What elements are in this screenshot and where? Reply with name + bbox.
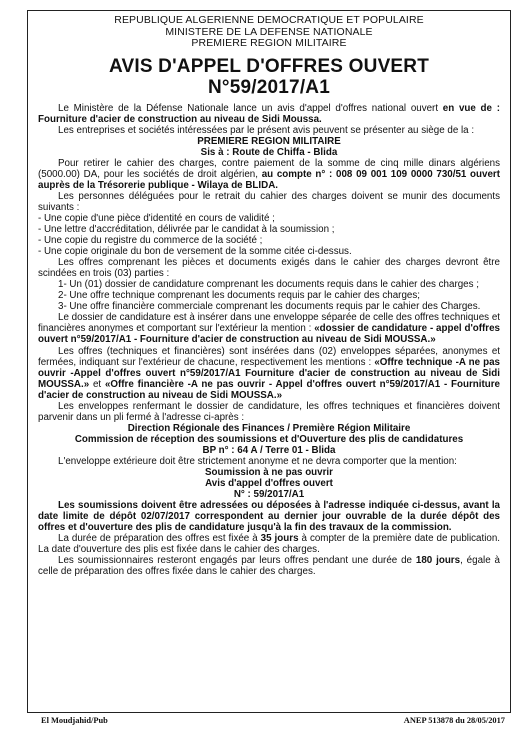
deadline-paragraph xyxy=(38,500,500,533)
validity-paragraph xyxy=(38,555,500,577)
address-direction: Direction Régionale des Finances / Première Région Militaire xyxy=(127,422,411,434)
preparation-duration: 35 jours xyxy=(260,533,299,545)
validity-text-a: Les soumissionnaires resteront engagés par leurs offres pendant une durée de xyxy=(58,555,416,567)
mention-do-not-open: Soumission à ne pas ouvrir xyxy=(205,467,333,479)
candidature-envelope-paragraph xyxy=(38,312,500,345)
part-item-technical: 2- Une offre technique comprenant les documents requis par le cahier des charges; xyxy=(58,290,420,302)
preparation-paragraph xyxy=(38,533,500,555)
footer xyxy=(27,714,511,728)
validity-duration: 180 jours xyxy=(415,555,461,567)
mention-number: N° : 59/2017/A1 xyxy=(233,489,305,501)
mention-notice: Avis d'appel d'offres ouvert xyxy=(205,478,333,490)
delegates-paragraph: Les personnes déléguées pour le retrait du cahier des charges doivent se munir des documents suivants : xyxy=(38,190,500,213)
doc-item-id: - Une copie d'une pièce d'identité en cours de validité ; xyxy=(38,212,275,224)
intro-text: Le Ministère de la Défense Nationale lance un avis d'appel d'offres national ouvert xyxy=(58,102,443,114)
address-commission: Commission de réception des soumissions et d'Ouverture des plis de candidatures xyxy=(74,433,464,445)
offers-conjunction: et xyxy=(89,378,105,390)
doc-item-payment: - Une copie originale du bon de versement de la somme citée ci-dessus. xyxy=(38,246,352,258)
delivery-paragraph: Les enveloppes renfermant le dossier de candidature, les offres techniques et financières doivent parvenir dans un pli fermé à l'adresse ci-après : xyxy=(38,400,500,423)
notice-body xyxy=(38,103,500,578)
deadline-text: Les soumissions doivent être adressées ou déposées à l'adresse indiquée ci-dessus, avant la date limite de dépôt 02/07/2017 correspondent au dernier jour ouvrable de la durée dépôt des offres et d'ouverture des plis de candidature jusqu'à la fin des travaux de la commission. xyxy=(38,500,500,534)
doc-item-accreditation: - Une lettre d'accréditation, délivrée par le candidat à la soumission ; xyxy=(38,224,335,236)
part-item-financial: 3- Une offre financière commerciale comprenant les documents requis par le cahier des Charges. xyxy=(58,301,481,313)
header xyxy=(38,15,500,50)
header-region: PREMIERE REGION MILITAIRE xyxy=(191,37,347,49)
anonymous-envelope-paragraph: L'enveloppe extérieure doit être strictement anonyme et ne devra comporter que la mention: xyxy=(58,456,457,467)
preparation-text-a: La durée de préparation des offres est fixée à xyxy=(58,533,261,545)
header-ministry: MINISTERE DE LA DEFENSE NATIONALE xyxy=(165,25,373,38)
eligibility-paragraph: Les entreprises et sociétés intéressées par le présent avis peuvent se présenter au siège de la : xyxy=(58,124,475,136)
intro-object: en vue de : Fourniture d'acier de construction au niveau de Sidi Moussa. xyxy=(38,102,500,125)
anep-reference: ANEP 513878 du 28/05/2017 xyxy=(403,716,505,725)
offers-envelope-text: Les offres (techniques et financières) sont insérées dans (02) enveloppes séparées, anonymes et fermées, indiquant sur l'extérieur de chacune, respectivement les mentions : xyxy=(38,345,500,368)
doc-item-registry: - Une copie du registre du commerce de la société ; xyxy=(38,235,263,247)
offers-envelope-paragraph xyxy=(38,346,500,401)
address-bp: BP n° : 64 A / Terre 01 - Blida xyxy=(202,444,336,456)
preparation-text-b: à compter de la première date de publication. La date d'ouverture des plis est fixée dans le cahier des charges. xyxy=(38,533,500,556)
payment-text: Pour retirer le cahier des charges, contre paiement de la somme de cinq mille dinars algériens (5000.00) DA, pour les sociétés de droit algérien, xyxy=(38,157,500,180)
notice-title: AVIS D'APPEL D'OFFRES OUVERT xyxy=(108,55,430,77)
part-item-candidature: 1- Un (01) dossier de candidature comprenant les documents requis dans le cahier des charges ; xyxy=(58,279,479,291)
region-heading: PREMIERE REGION MILITAIRE xyxy=(197,135,341,147)
header-republic: REPUBLIQUE ALGERIENNE DEMOCRATIQUE ET POPULAIRE xyxy=(114,14,424,26)
offers-paragraph: Les offres comprenant les pièces et documents exigés dans le cahier des charges devront être scindées en trois (03) parties : xyxy=(38,257,500,280)
intro-paragraph xyxy=(38,103,500,125)
site-address: Sis à : Route de Chiffa - Blida xyxy=(200,146,338,158)
account-number: au compte n° : 008 09 001 109 0000 730/51 ouvert auprès de la Trésorerie publique - Wilaya de BLIDA. xyxy=(38,168,501,191)
validity-text-b: , égale à celle de préparation des offres fixée dans le cahier des charges. xyxy=(38,555,500,578)
publisher-credit: El Moudjahid/Pub xyxy=(41,716,108,725)
technical-mention: «Offre technique -A ne pas ouvrir -Appel d'offres ouvert n°59/2017/A1 Fourniture d'acier de construction au niveau de Sidi MOUSSA.» xyxy=(38,356,500,390)
payment-paragraph xyxy=(38,158,500,191)
candidature-text: Le dossier de candidature est à insérer dans une enveloppe séparée de celle des offres techniques et financières anonymes et comportant sur l'extérieur la mention : xyxy=(38,312,500,335)
notice-number: N°59/2017/A1 xyxy=(208,76,330,98)
candidature-mention: «dossier de candidature - appel d'offres ouvert n°59/2017/A1 - Fourniture d'acier de construction au niveau de Sidi MOUSSA.» xyxy=(38,323,500,346)
financial-mention: «Offre financière -A ne pas ouvrir - Appel d'offres ouvert n°59/2017/A1 - Fourniture d'acier de construction au niveau de Sidi MOUSSA.» xyxy=(38,378,500,401)
notice-frame xyxy=(27,10,511,713)
